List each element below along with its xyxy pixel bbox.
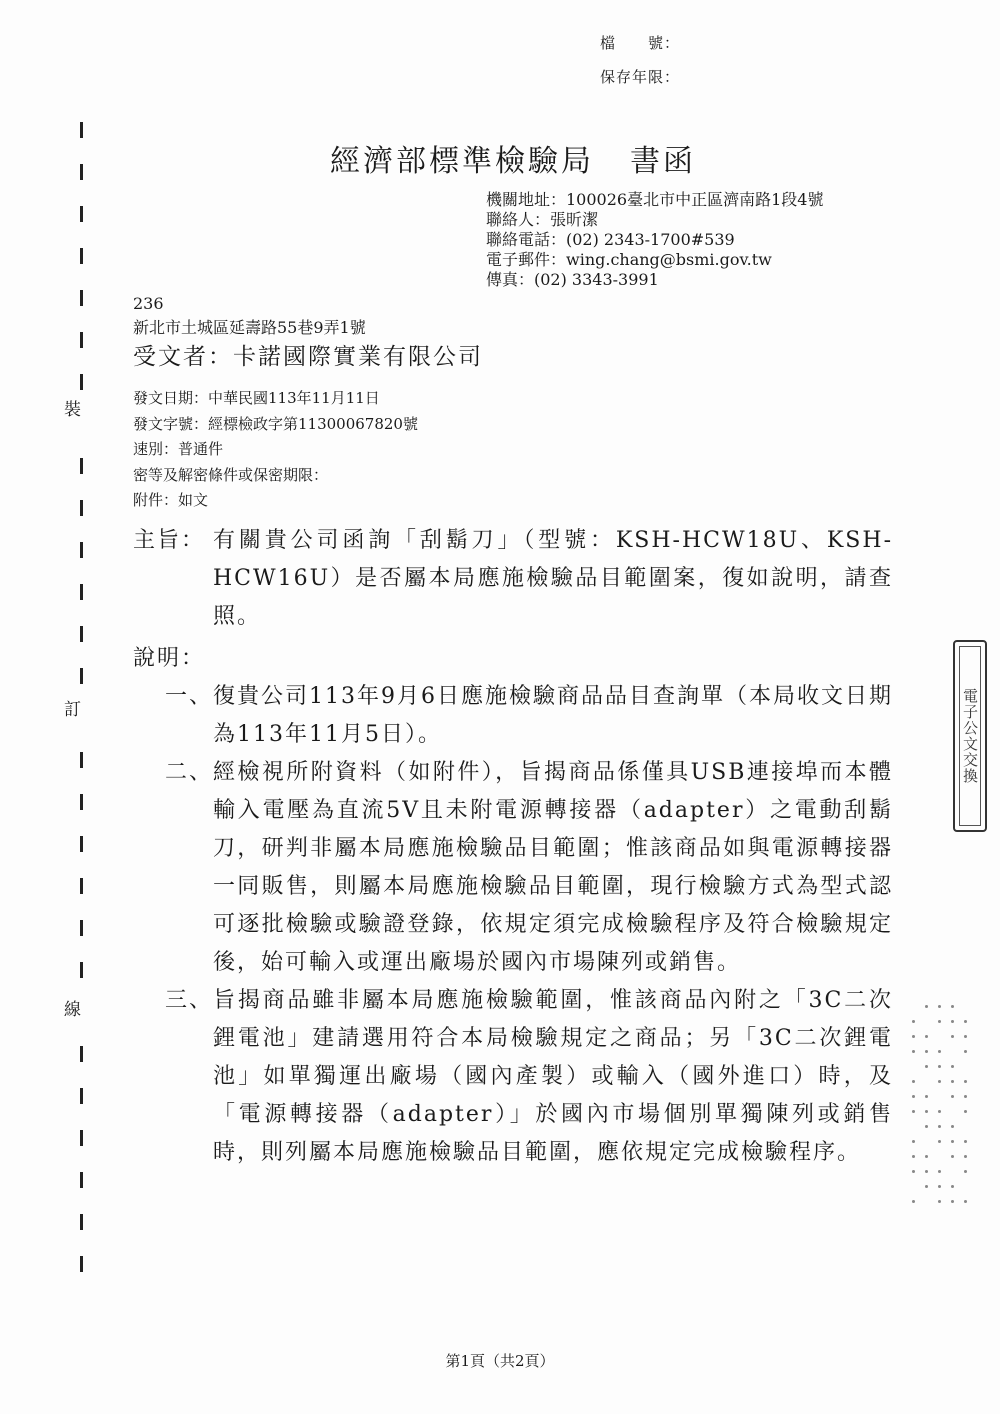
item-number: 一、 [164, 684, 213, 709]
pattern-dot [951, 1140, 954, 1143]
pattern-dot [938, 1185, 941, 1188]
file-meta [600, 26, 680, 94]
pattern-dot [951, 1200, 954, 1203]
binding-line [0, 110, 100, 1290]
binding-dash [80, 1214, 83, 1230]
pattern-dot [925, 1125, 928, 1128]
binding-dash [80, 668, 83, 684]
pattern-dot [964, 1080, 967, 1083]
pattern-dot [925, 1185, 928, 1188]
pattern-dot [925, 1050, 928, 1053]
retention-label: 保存年限： [600, 68, 681, 86]
binding-char-xian: 線 [64, 1000, 81, 1020]
binding-dash [80, 332, 83, 348]
pattern-dot [951, 1020, 954, 1023]
pattern-dot [951, 1185, 954, 1188]
page-footer: 第1頁（共2頁） [445, 1352, 555, 1370]
recipient-postal-code: 236 [133, 294, 164, 313]
pattern-dot [912, 1110, 915, 1113]
pattern-dot [951, 1065, 954, 1068]
pattern-dot [925, 1095, 928, 1098]
pattern-dot [912, 1050, 915, 1053]
binding-dash [80, 500, 83, 516]
pattern-dot [964, 1155, 967, 1158]
item-number: 二、 [164, 760, 213, 785]
binding-dash [80, 206, 83, 222]
pattern-dot [938, 1170, 941, 1173]
binding-dash [80, 248, 83, 264]
explanation-item [133, 982, 893, 1172]
pattern-dot [951, 1125, 954, 1128]
pattern-dot [938, 1200, 941, 1203]
document-number: 發文字號：經標檢政字第11300067820號 [133, 414, 418, 433]
binding-dash [80, 458, 83, 474]
sender-fax: 傳真：(02) 3343-3991 [486, 270, 659, 289]
subject-label: 主旨： [133, 528, 206, 553]
pattern-dot [912, 1020, 915, 1023]
recipient-address: 新北市土城區延壽路55巷9弄1號 [133, 318, 366, 337]
binding-char-zhuang: 裝 [64, 400, 81, 420]
pattern-dot [964, 1110, 967, 1113]
pattern-dot [951, 1095, 954, 1098]
recipient-name: 受文者：卡諾國際實業有限公司 [133, 344, 483, 370]
binding-dash [80, 752, 83, 768]
pattern-dot [964, 1050, 967, 1053]
sender-address: 機關地址：100026臺北市中正區濟南路1段4號 [486, 190, 824, 209]
subject-section [133, 522, 893, 636]
binding-dash [80, 1130, 83, 1146]
pattern-dot [951, 1080, 954, 1083]
binding-dash [80, 878, 83, 894]
pattern-dot [964, 1170, 967, 1173]
dot-pattern [912, 1005, 976, 1215]
binding-dash [80, 290, 83, 306]
explanation-label: 說明： [133, 646, 206, 671]
binding-dash [80, 794, 83, 810]
exchange-stamp [953, 640, 987, 832]
attachment-info: 附件：如文 [133, 491, 209, 509]
document-type: 書函 [630, 144, 696, 179]
binding-dash [80, 836, 83, 852]
explanation-item [133, 754, 893, 982]
pattern-dot [938, 1065, 941, 1068]
binding-dash [80, 1046, 83, 1062]
file-number-label: 檔 號： [600, 34, 681, 52]
pattern-dot [964, 1200, 967, 1203]
item-text: 旨揭商品雖非屬本局應施檢驗範圍，惟該商品內附之「3C二次鋰電池」建請選用符合本局檢驗規定之商品；另「3C二次鋰電池」如單獨運出廠場（國內產製）或輸入（國外進口）時，及「電源轉接器（adapter）」於國內市場個別單獨陳列或銷售時，則列屬本局應施檢驗品目範圍，應依規定完成檢驗程序。 [213, 988, 893, 1165]
recipient-block [133, 292, 483, 374]
binding-dash [80, 626, 83, 642]
binding-dash [80, 1256, 83, 1272]
pattern-dot [938, 1140, 941, 1143]
binding-dash [80, 164, 83, 180]
exchange-stamp-text: 電子公文交換 [959, 646, 981, 826]
binding-dash [80, 584, 83, 600]
pattern-dot [964, 1140, 967, 1143]
sender-phone: 聯絡電話：(02) 2343-1700#539 [486, 230, 735, 249]
pattern-dot [951, 1155, 954, 1158]
pattern-dot [912, 1095, 915, 1098]
sender-contact: 聯絡人：張昕潔 [486, 210, 599, 229]
issue-date: 發文日期：中華民國113年11月11日 [133, 389, 380, 407]
pattern-dot [912, 1035, 915, 1038]
pattern-dot [925, 1065, 928, 1068]
pattern-dot [912, 1170, 915, 1173]
sender-email: 電子郵件：wing.chang@bsmi.gov.tw [486, 250, 772, 269]
pattern-dot [964, 1035, 967, 1038]
pattern-dot [938, 1125, 941, 1128]
item-text: 復貴公司113年9月6日應施檢驗商品品目查詢單（本局收文日期為113年11月5日）。 [213, 684, 893, 747]
document-body [133, 522, 893, 1172]
binding-dash [80, 1088, 83, 1104]
explanation-item [133, 678, 893, 754]
pattern-dot [912, 1155, 915, 1158]
item-text: 經檢視所附資料（如附件），旨揭商品係僅具USB連接埠而本體輸入電壓為直流5V且未附電源轉接器（adapter）之電動刮鬍刀，研判非屬本局應施檢驗品目範圍；惟該商品如與電源轉接器一同販售，則屬本局應施檢驗品目範圍，現行檢驗方式為型式認可逐批檢驗或驗證登錄，依規定須完成檢驗程序及符合檢驗規定後，始可輸入或運出廠場於國內市場陳列或銷售。 [213, 760, 893, 975]
pattern-dot [938, 1050, 941, 1053]
delivery-speed: 速別：普通件 [133, 440, 224, 458]
sender-info [486, 190, 823, 290]
binding-dash [80, 542, 83, 558]
binding-dash [80, 962, 83, 978]
pattern-dot [925, 1155, 928, 1158]
pattern-dot [925, 1110, 928, 1113]
pattern-dot [912, 1140, 915, 1143]
subject-text: 有關貴公司函詢「刮鬍刀」（型號：KSH-HCW18U、KSH-HCW16U）是否屬本局應施檢驗品目範圍案，復如說明，請查照。 [213, 528, 893, 629]
pattern-dot [964, 1020, 967, 1023]
document-info [133, 386, 418, 514]
secrecy-level: 密等及解密條件或保密期限： [133, 465, 329, 484]
binding-dash [80, 920, 83, 936]
pattern-dot [912, 1080, 915, 1083]
pattern-dot [925, 1035, 928, 1038]
pattern-dot [951, 1005, 954, 1008]
binding-dash [80, 1172, 83, 1188]
pattern-dot [938, 1005, 941, 1008]
binding-char-ding: 訂 [64, 700, 81, 720]
item-number: 三、 [164, 988, 213, 1013]
pattern-dot [912, 1200, 915, 1203]
pattern-dot [951, 1035, 954, 1038]
pattern-dot [925, 1005, 928, 1008]
agency-name: 經濟部標準檢驗局 [330, 144, 594, 179]
pattern-dot [938, 1080, 941, 1083]
pattern-dot [925, 1170, 928, 1173]
binding-dash [80, 374, 83, 390]
pattern-dot [964, 1095, 967, 1098]
pattern-dot [938, 1020, 941, 1023]
page-title [330, 136, 696, 180]
pattern-dot [938, 1110, 941, 1113]
binding-dash [80, 122, 83, 138]
